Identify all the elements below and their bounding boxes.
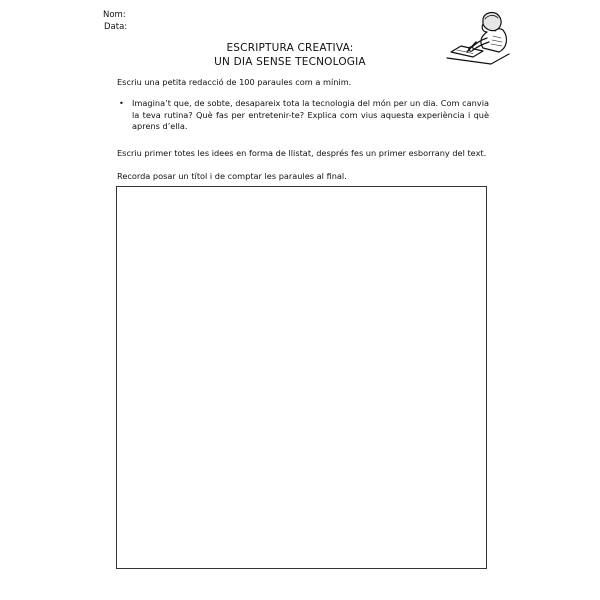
student-info — [103, 9, 127, 33]
prompt-list — [117, 98, 489, 133]
bullet-icon: • — [119, 98, 124, 108]
reminder-text: Recorda posar un títol i de comptar les paraules al final. — [117, 171, 347, 181]
list-item — [117, 98, 489, 133]
person-writing-icon — [443, 8, 513, 66]
instructions-text: Escriu primer totes les idees en forma de llistat, després fes un primer esborrany del text. — [117, 148, 487, 158]
date-label: Data: — [104, 22, 128, 32]
intro-text: Escriu una petita redacció de 100 paraules com a mínim. — [117, 77, 352, 87]
title-line-1: ESCRIPTURA CREATIVA: — [226, 42, 354, 54]
prompt-text: Imagina’t que, de sobte, desapareix tota la tecnologia del món per un dia. Com canvia la teva rutina? Què fas per entretenir-te? Explica com vius aquesta experiència i què aprens d’ella. — [132, 98, 489, 131]
title-line-2: UN DIA SENSE TECNOLOGIA — [214, 56, 366, 68]
writing-area[interactable] — [116, 186, 487, 569]
worksheet-title — [190, 41, 390, 69]
name-label: Nom: — [103, 10, 126, 20]
